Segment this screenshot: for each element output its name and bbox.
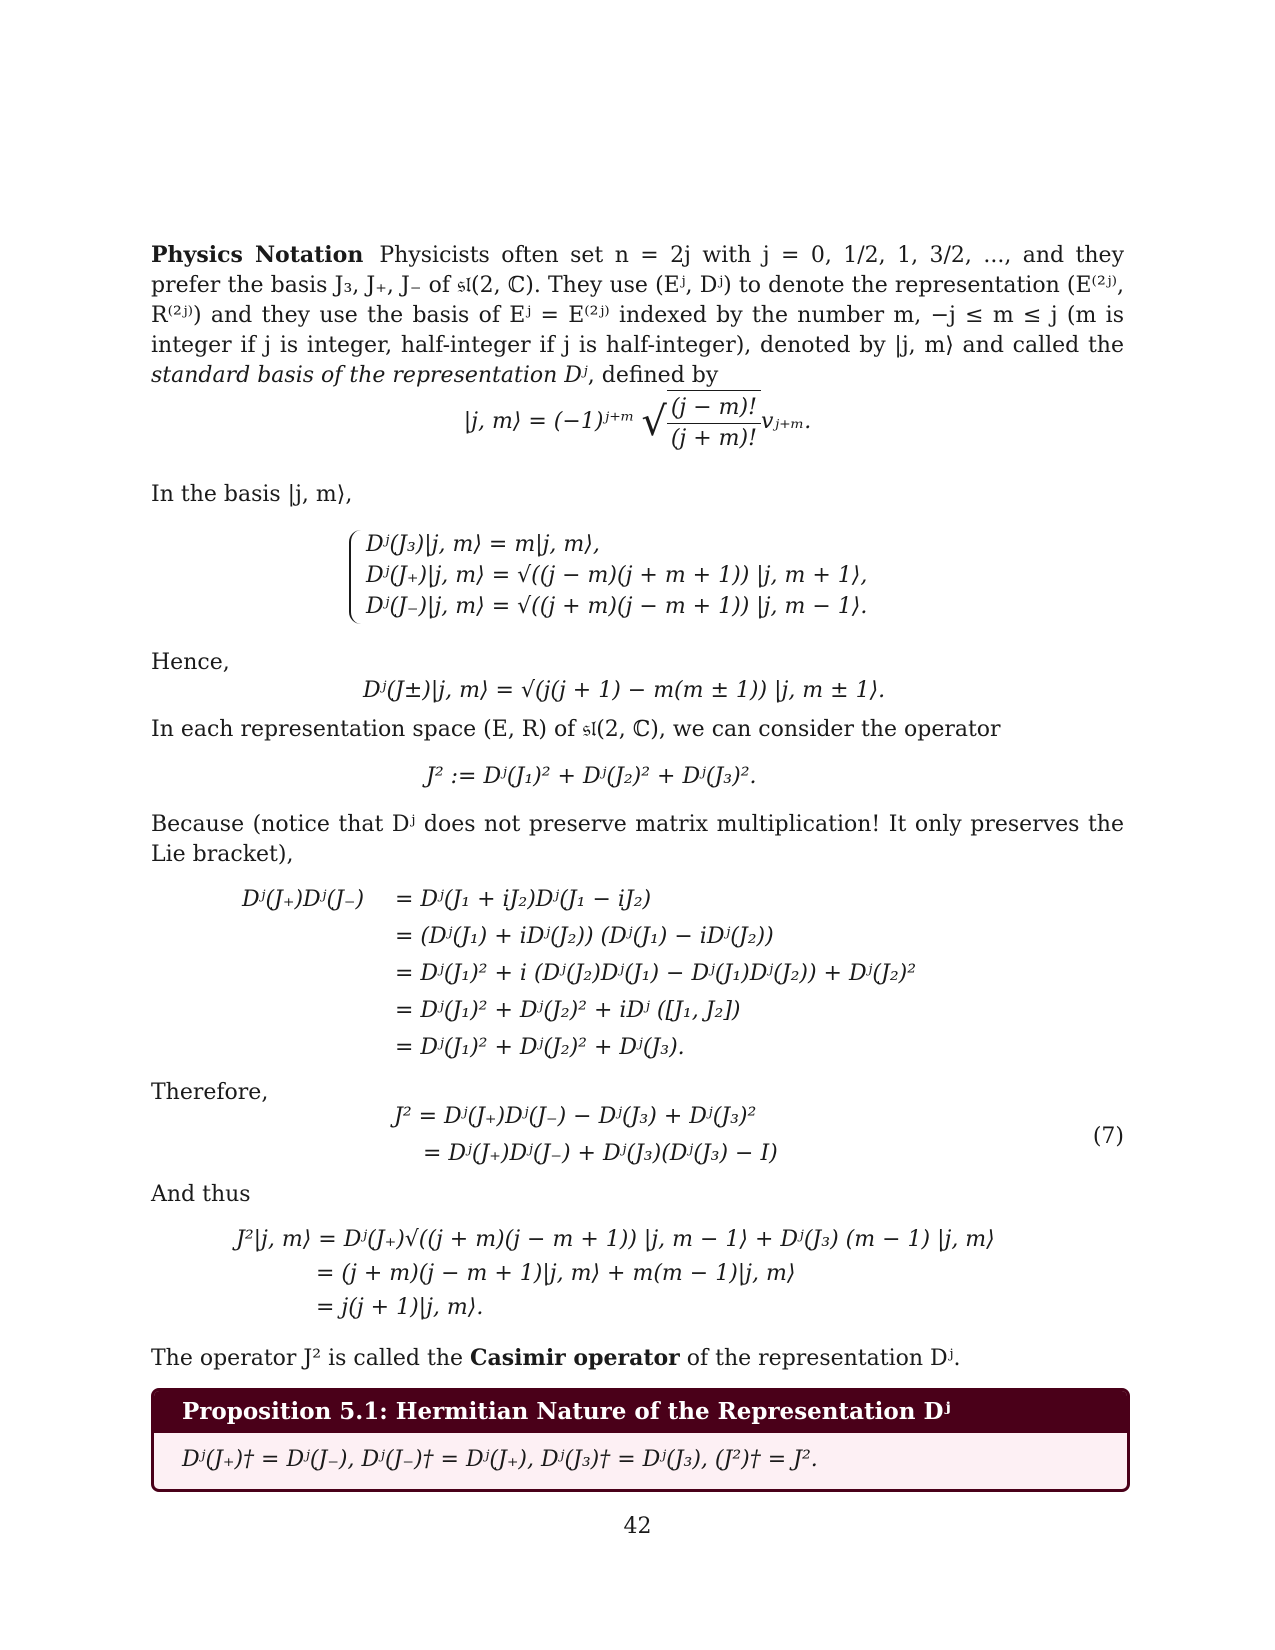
section-label: Physics Notation: [151, 242, 364, 268]
text-hence: Hence,: [151, 650, 230, 675]
text-operator: In each representation space (E, R) of 𝔰𝔩(2, ℂ), we can consider the operator: [151, 717, 1001, 742]
basis-equation: |j, m⟩ = (−1)ʲ⁺ᵐ √ $\frac{(j - m)!}{(j + m)!}$ vⱼ₊ₘ.: [151, 390, 1124, 454]
equation-number: (7): [1092, 1124, 1124, 1149]
system-line: Dʲ(J₋)|j, m⟩ = √((j + m)(j − m + 1)) |j, m − 1⟩.: [366, 594, 868, 619]
intro-tail: , defined by: [587, 363, 719, 388]
derivation-line: = Dʲ(J₁ + iJ₂)Dʲ(J₁ − iJ₂): [395, 887, 652, 912]
intro-emphasis: standard basis of the representation Dʲ: [151, 363, 588, 388]
derivation-line: = (Dʲ(J₁) + iDʲ(J₂)) (Dʲ(J₁) − iDʲ(J₂)): [395, 924, 774, 949]
derivation-lhs: Dʲ(J₊)Dʲ(J₋): [242, 887, 365, 912]
action-system: [151, 530, 1124, 626]
intro-text: Physicists often set n = 2j with j = 0, 1/2, 1, 3/2, ..., and they prefer the basis J₃, J₊, J₋ of 𝔰𝔩(2, ℂ). They use (Eʲ, Dʲ) to denote the representation (E⁽²ʲ⁾, R⁽²ʲ⁾) and they use the basis of Eʲ = E⁽²ʲ⁾ indexed by the number m, −j ≤ m ≤ j (m is integer if j is integer, half-integer if j is half-integer), denoted by |j, m⟩ and called the: [151, 243, 1124, 358]
equation-7: J² = Dʲ(J₊)Dʲ(J₋) − Dʲ(J₃) + Dʲ(J₃)² = Dʲ(J₊)Dʲ(J₋) + Dʲ(J₃)(Dʲ(J₃) − I) (7): [394, 1104, 1124, 1166]
derivation-line: = Dʲ(J₁)² + i (Dʲ(J₂)Dʲ(J₁) − Dʲ(J₁)Dʲ(J₂)) + Dʲ(J₂)²: [395, 961, 917, 986]
text-in-basis: In the basis |j, m⟩,: [151, 482, 353, 507]
derivation-line: = Dʲ(J₁)² + Dʲ(J₂)² + iDʲ ([J₁, J₂]): [395, 998, 741, 1023]
text-thus: And thus: [151, 1182, 251, 1207]
casimir-sentence: The operator J² is called the Casimir operator of the representation Dʲ.: [151, 1345, 961, 1371]
left-brace: [349, 530, 365, 624]
physics-notation-paragraph: [151, 240, 1124, 391]
derivation-line: = Dʲ(J₁)² + Dʲ(J₂)² + Dʲ(J₃).: [395, 1035, 685, 1060]
system-line: Dʲ(J₊)|j, m⟩ = √((j − m)(j + m + 1)) |j, m + 1⟩,: [366, 563, 868, 588]
text-because: Because (notice that Dʲ does not preserve matrix multiplication! It only preserves the Lie bracket),: [151, 812, 1124, 867]
ladder-equation: Dʲ(J±)|j, m⟩ = √(j(j + 1) − m(m ± 1)) |j, m ± 1⟩.: [363, 678, 886, 703]
casimir-term: Casimir operator: [470, 1345, 680, 1371]
proposition-body: Dʲ(J₊)† = Dʲ(J₋), Dʲ(J₋)† = Dʲ(J₊), Dʲ(J₃)† = Dʲ(J₃), (J²)† = J².: [182, 1447, 818, 1472]
sqrt-symbol: √: [641, 399, 667, 445]
proposition-box: [151, 1388, 1130, 1492]
system-line: Dʲ(J₃)|j, m⟩ = m|j, m⟩,: [366, 532, 600, 557]
text-therefore: Therefore,: [151, 1080, 269, 1105]
proposition-title: Proposition 5.1: Hermitian Nature of the Representation Dʲ: [154, 1391, 1127, 1433]
basis-fraction: $\frac{(j - m)!}{(j + m)!}$: [667, 390, 761, 454]
casimir-definition: J² := Dʲ(J₁)² + Dʲ(J₂)² + Dʲ(J₃)².: [426, 764, 757, 789]
page-number: 42: [623, 1514, 652, 1539]
